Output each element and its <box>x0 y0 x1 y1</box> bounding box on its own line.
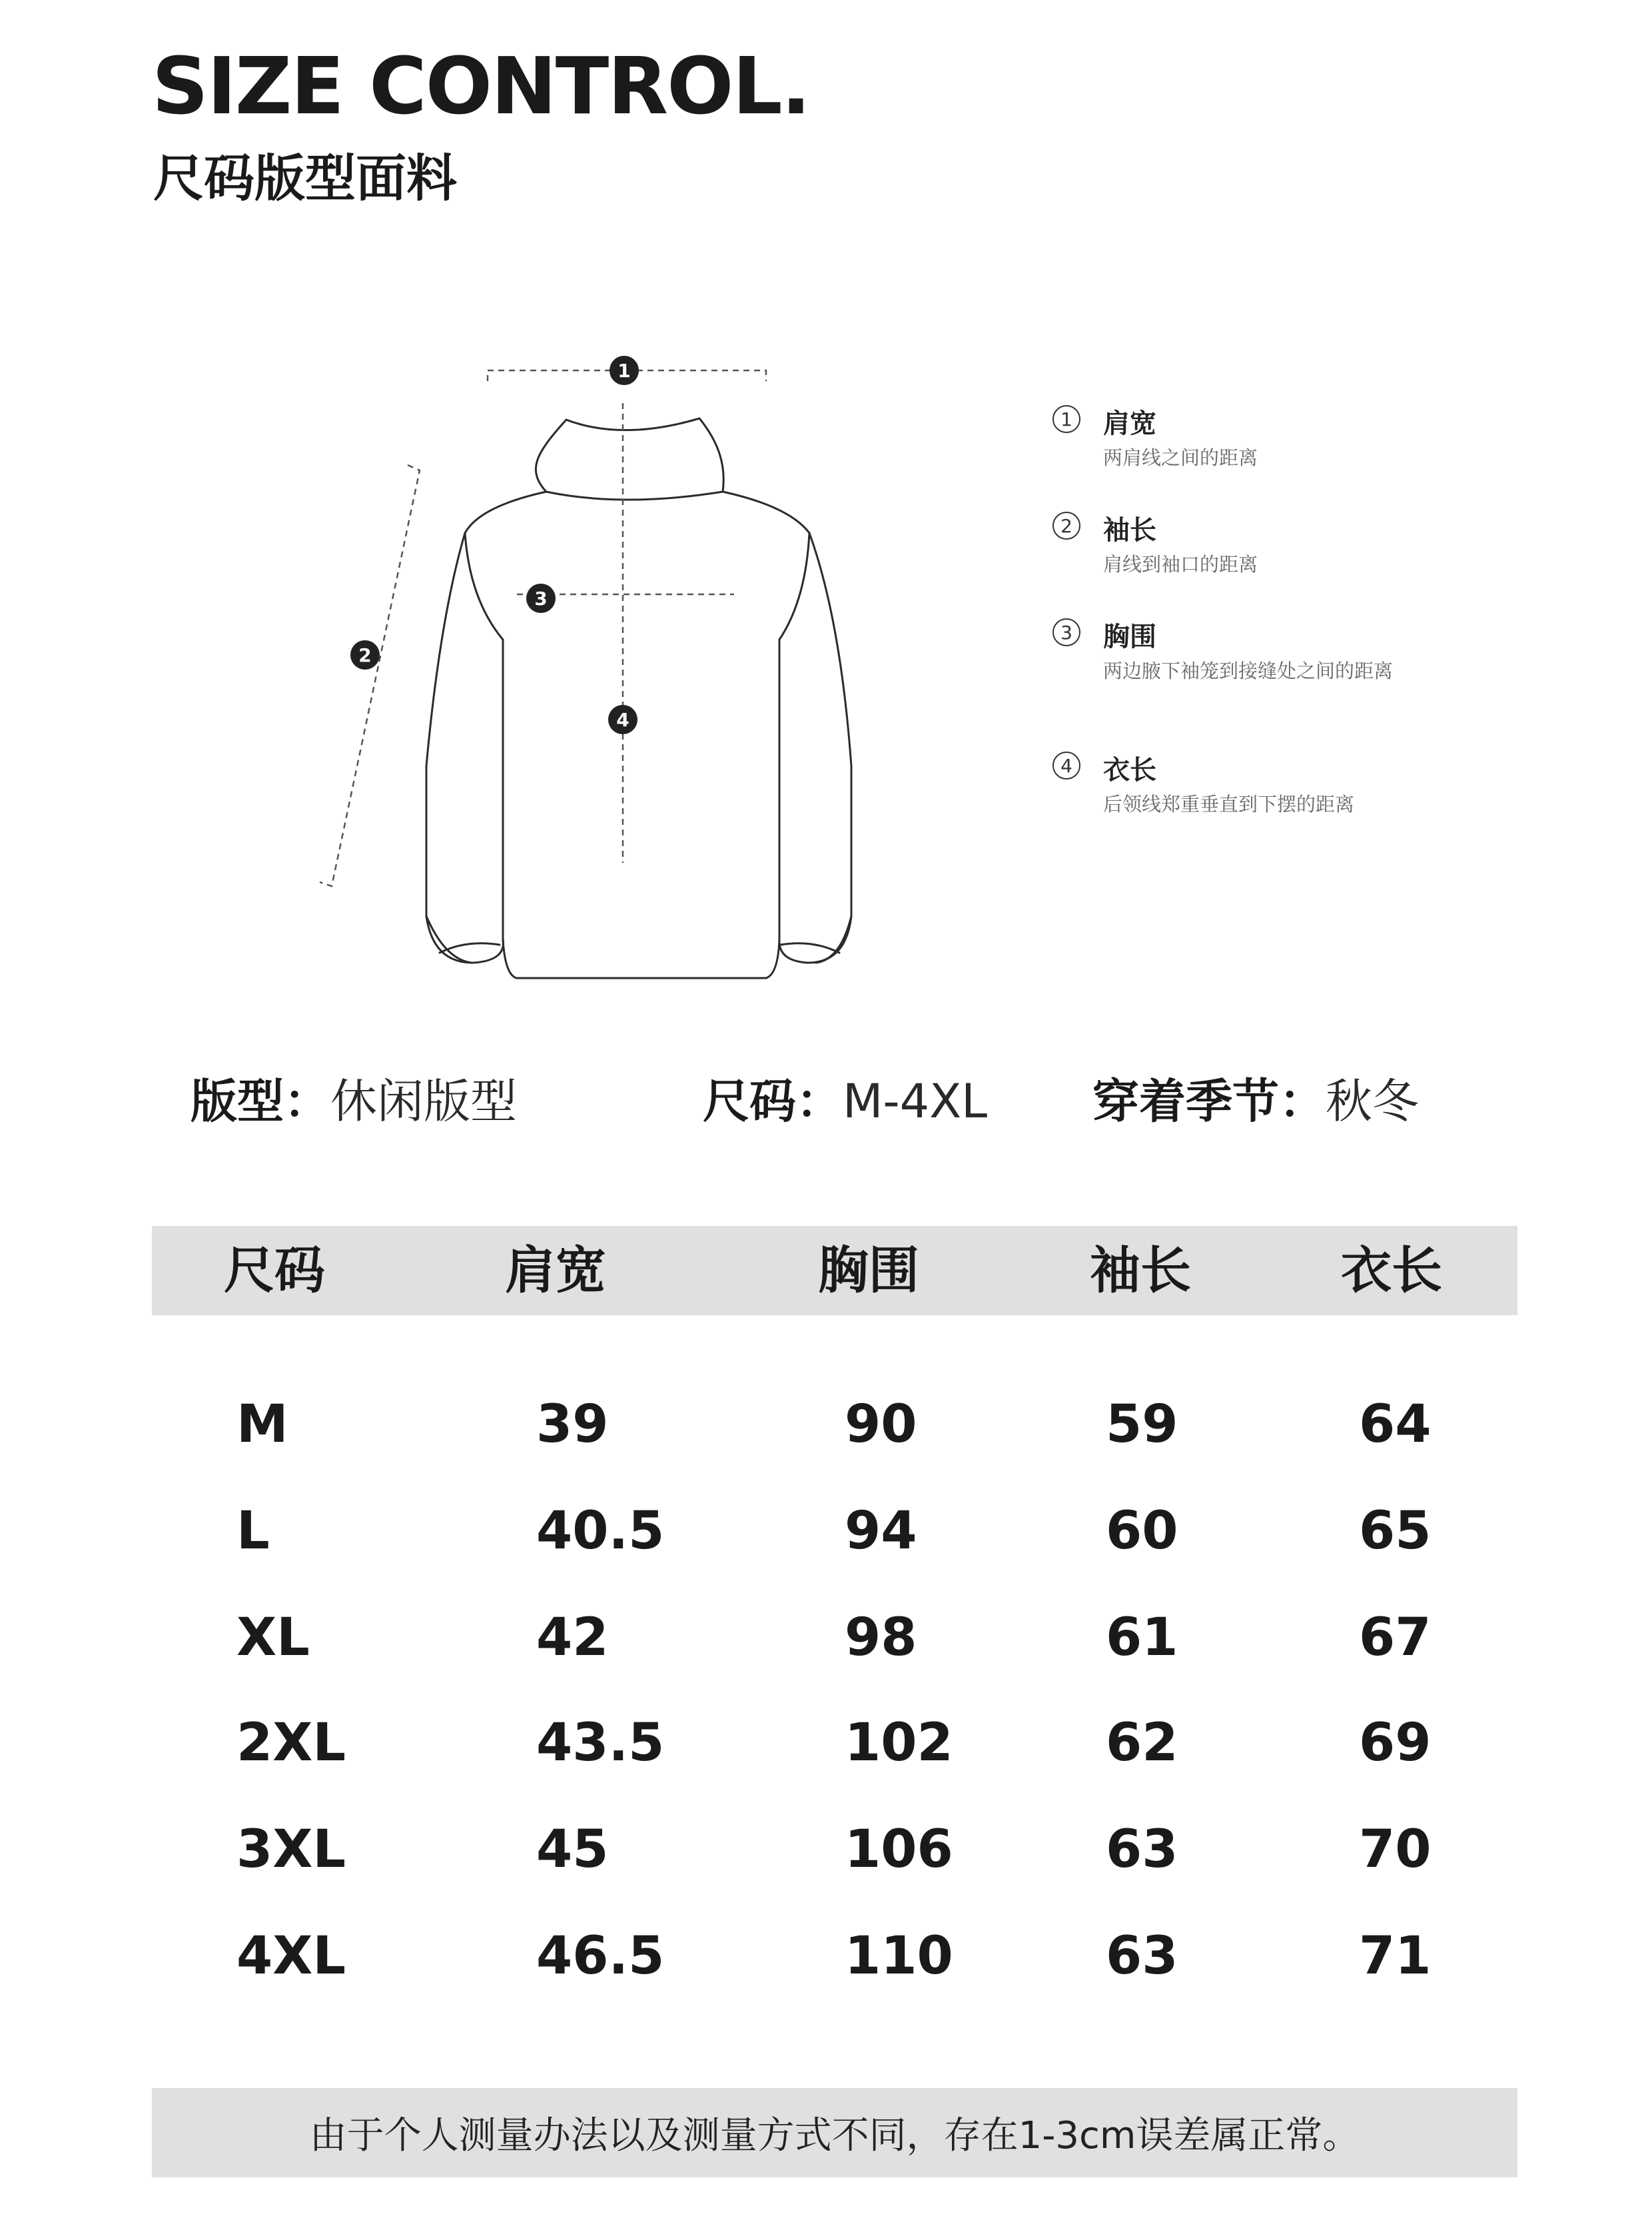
cell-size: M <box>236 1395 288 1454</box>
legend-title: 胸围 <box>1103 622 1156 652</box>
spec-season-value: 秋冬 <box>1326 1074 1419 1129</box>
legend-number: 3 <box>1052 618 1080 646</box>
legend-desc: 肩线到袖口的距离 <box>1103 553 1258 576</box>
table-row <box>0 1703 1652 1783</box>
table-row <box>0 1491 1652 1571</box>
size-table-header <box>152 1226 1517 1315</box>
marker-2 <box>350 640 380 670</box>
legend-number: 1 <box>1052 405 1080 433</box>
spec-size-value: M-4XL <box>843 1074 988 1129</box>
header-shoulder: 肩宽 <box>505 1241 606 1300</box>
cell-sleeve: 59 <box>1106 1395 1178 1454</box>
svg-text:2: 2 <box>358 644 372 666</box>
spec-size <box>703 1074 988 1129</box>
cell-sleeve: 60 <box>1106 1501 1178 1561</box>
cell-shoulder: 39 <box>536 1395 609 1454</box>
cell-sleeve: 63 <box>1106 1820 1178 1880</box>
legend-title: 肩宽 <box>1103 408 1156 439</box>
spec-size-key: 尺码： <box>703 1074 843 1129</box>
legend-number: 4 <box>1052 752 1080 780</box>
cell-chest: 110 <box>845 1926 953 1986</box>
cell-sleeve: 63 <box>1106 1926 1178 1986</box>
legend-desc: 后领线郑重垂直到下摆的距离 <box>1103 793 1355 816</box>
legend-number: 2 <box>1052 512 1080 540</box>
svg-text:3: 3 <box>534 588 548 610</box>
sleeve-measure-line <box>320 465 420 886</box>
footer-note: 由于个人测量办法以及测量方式不同，存在1-3cm误差属正常。 <box>152 2088 1517 2177</box>
table-row <box>0 1916 1652 1996</box>
table-row <box>0 1385 1652 1464</box>
cell-sleeve: 62 <box>1106 1713 1178 1773</box>
right-cuff <box>779 916 851 963</box>
cell-shoulder: 42 <box>536 1608 609 1668</box>
cell-size: 2XL <box>236 1713 346 1773</box>
header-length: 衣长 <box>1341 1241 1442 1300</box>
cell-chest: 102 <box>845 1713 953 1773</box>
cell-length: 67 <box>1359 1608 1432 1668</box>
garment-diagram <box>306 346 893 986</box>
spec-fit <box>191 1074 517 1129</box>
cell-shoulder: 43.5 <box>536 1713 665 1773</box>
cell-chest: 106 <box>845 1820 953 1880</box>
cell-shoulder: 45 <box>536 1820 609 1880</box>
cell-size: 3XL <box>236 1820 346 1880</box>
cell-length: 70 <box>1359 1820 1432 1880</box>
table-row <box>0 1810 1652 1890</box>
cell-chest: 98 <box>845 1608 917 1668</box>
cell-size: XL <box>236 1608 310 1668</box>
cell-shoulder: 40.5 <box>536 1501 665 1561</box>
hem <box>503 939 779 978</box>
cell-length: 64 <box>1359 1395 1432 1454</box>
spec-fit-value: 休闲版型 <box>330 1074 517 1129</box>
legend-desc: 两肩线之间的距离 <box>1103 446 1258 469</box>
table-row <box>0 1598 1652 1678</box>
svg-text:1: 1 <box>618 360 631 382</box>
legend-title: 袖长 <box>1103 515 1156 546</box>
spec-fit-key: 版型： <box>191 1074 330 1129</box>
header-chest: 胸围 <box>818 1241 919 1300</box>
cell-length: 65 <box>1359 1501 1432 1561</box>
right-armhole <box>779 533 809 640</box>
cell-size: 4XL <box>236 1926 346 1986</box>
cell-shoulder: 46.5 <box>536 1926 665 1986</box>
header-size: 尺码 <box>224 1241 325 1300</box>
header-sleeve: 袖长 <box>1090 1241 1191 1300</box>
marker-4 <box>608 705 637 734</box>
collar-outline <box>566 418 699 430</box>
svg-text:4: 4 <box>616 709 629 731</box>
cell-length: 69 <box>1359 1713 1432 1773</box>
page-subtitle: 尺码版型面料 <box>153 149 457 208</box>
left-armhole <box>465 533 503 640</box>
cell-chest: 90 <box>845 1395 917 1454</box>
cell-sleeve: 61 <box>1106 1608 1178 1668</box>
body-left <box>426 492 546 963</box>
cell-chest: 94 <box>845 1501 917 1561</box>
legend-title: 衣长 <box>1103 755 1156 786</box>
cell-size: L <box>236 1501 270 1561</box>
body-right <box>723 492 851 963</box>
spec-season-key: 穿着季节： <box>1092 1074 1326 1129</box>
marker-1 <box>610 356 639 385</box>
spec-season <box>1092 1074 1419 1129</box>
page-title: SIZE CONTROL. <box>152 40 810 132</box>
marker-3 <box>526 584 556 613</box>
legend-desc: 两边腋下袖笼到接缝处之间的距离 <box>1103 660 1394 682</box>
cell-length: 71 <box>1359 1926 1432 1986</box>
